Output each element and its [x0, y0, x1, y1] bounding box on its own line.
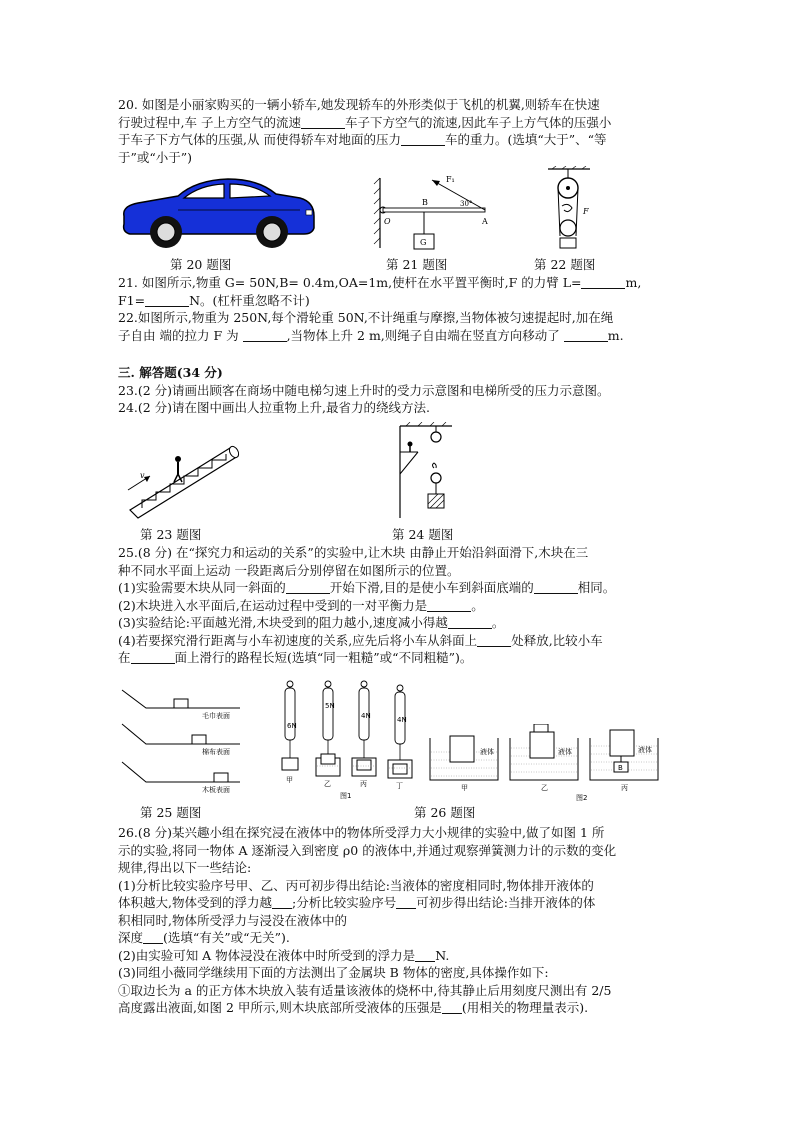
label-beaker-bing: 丙 [621, 784, 628, 792]
label-jia: 甲 [286, 776, 293, 784]
caption-fig25: 第 25 题图 [140, 805, 202, 820]
surface-towel: 毛巾表面 [202, 712, 230, 720]
liquid-label-2: 液体 [558, 748, 572, 756]
escalator-figure [122, 432, 242, 522]
label-fig1: 图1 [340, 792, 352, 800]
q26-blank-5[interactable] [442, 1001, 462, 1014]
q26-blank-3[interactable] [143, 931, 163, 944]
q25-blank-5[interactable] [477, 634, 511, 647]
reading-3: 4N [361, 712, 371, 720]
q20-blank-1[interactable] [301, 116, 345, 129]
label-ding: 丁 [396, 782, 403, 790]
q22-blank-f[interactable] [243, 329, 287, 342]
q25-blank-3[interactable] [427, 599, 471, 612]
label-b: B [422, 198, 428, 207]
q25-blank-4[interactable] [448, 616, 492, 629]
label-f: F [583, 207, 589, 216]
liquid-label-1: 液体 [480, 748, 494, 756]
section-3-content: 三. 解答题(34 分) 23.(2 分)请画出顾客在商场中随电梯匀速上升时的受力示意图和电梯所受的压力示意图。 24.(2 分)请在图中画出人拉重物上升,最省力的绕线方法. [118, 365, 610, 415]
label-beaker-jia: 甲 [461, 784, 468, 792]
caption-fig23: 第 23 题图 [140, 527, 202, 542]
label-angle: 30° [460, 200, 473, 208]
car-figure [118, 176, 318, 252]
pulley-figure-24 [392, 422, 458, 524]
label-o: O [384, 217, 391, 226]
q21-text: 21. 如图所示,物重 G= 50N,B= 0.4m,OA=1m,使杆在水平置平衡时,F 的力臂 L= m, F1= N。(杠杆重忽略不计) 22.如图所示,物重为 250N,每个滑轮重 50N,不计绳重与摩擦,当物体被匀速提起时,加在绳 子自由 端的拉力 F 为 ,当物体上升 2 m,则绳子自由端在竖直方向移动了 m. [118, 275, 642, 343]
reading-1: 6N [287, 722, 297, 730]
caption-fig22: 第 22 题图 [534, 257, 596, 272]
label-beaker-yi: 乙 [541, 784, 548, 792]
q26-blank-2[interactable] [396, 896, 416, 909]
label-a: A [482, 217, 488, 226]
caption-fig21: 第 21 题图 [386, 257, 448, 272]
surface-wood: 木板表面 [202, 786, 230, 794]
caption-fig20: 第 20 题图 [170, 257, 232, 272]
label-g: G [420, 238, 427, 247]
label-v: v [140, 471, 145, 480]
label-bing: 丙 [360, 780, 367, 788]
incline-figure [118, 686, 248, 802]
beaker-figure [428, 724, 660, 802]
q26-blank-4[interactable] [415, 949, 435, 962]
q20-text: 20. 如图是小丽家购买的一辆小轿车,她发现轿车的外形类似于飞机的机翼,则轿车在快速 行驶过程中,车 子上方空气的流速 车子下方空气的流速,因此车子上方气体的压强小 于车子下方气体的压强,从 而使得轿车对地面的压力 车的重力。(选填“大于”、“等 于”或“小于”) [118, 97, 612, 165]
reading-2: 5N [325, 702, 335, 710]
caption-fig26: 第 26 题图 [414, 805, 476, 820]
q25-text: 25.(8 分) 在“探究力和运动的关系”的实验中,让木块 由静止开始沿斜面滑下,木块在三 种不同水平面上运动 一段距离后分别停留在如图所示的位置。 (1)实验需要木块从同一斜面的 开始下滑,目的是使小车到斜面底端的 相同。 (2)木块进入水平面后,在运动过程中受到的一对平衡力是 。 (3)实验结论:平面越光滑,木块受到的阻力越小,速度减小得越 。 (4)若要探究滑行距离与小车初速度的关系,应先后将小车从斜面上 处释放,比较小车 在 面上滑行的路程长短(选填“同一粗糙”或“不同粗糙”)。 [118, 545, 616, 665]
q26-text: 26.(8 分)某兴趣小组在探究浸在液体中的物体所受浮力大小规律的实验中,做了如图 1 所 示的实验,将同一物体 A 逐渐浸入到密度 ρ0 的液体中,并通过观察弹簧测力计的示数的变化 规律,得出以下一些结论: (1)分析比较实验序号甲、乙、丙可初步得出结论:当液体的密度相同时,物体排开液体的 体积越大,物体受到的浮力越 ;分析比较实验序号 可初步得出结论:当排开液体的体 积相同时,物体所受浮力与浸没在液体中的 深度 (选填“有关”或“无关”). (2)由实验可知 A 物体浸没在液体中时所受到的浮力是 N. (3)同组小薇同学继续用下面的方法测出了金属块 B 物体的密度,具体操作如下: ①取边长为 a 的正方体木块放入装有适量该液体的烧杯中,待其静止后用刻度尺测出有 2/5 高度露出液面,如图 2 甲所示,则木块底部所受液体的压强是 (用相关的物理量表示). [118, 825, 617, 1015]
q21-blank-l[interactable] [581, 276, 625, 289]
liquid-label-3: 液体 [638, 746, 652, 754]
reading-4: 4N [397, 716, 407, 724]
section-3-heading: 三. 解答题(34 分) [118, 365, 223, 380]
label-f1: F₁ [446, 175, 455, 184]
caption-fig24: 第 24 题图 [392, 527, 454, 542]
q22-blank-distance[interactable] [564, 329, 608, 342]
q26-blank-1[interactable] [272, 896, 292, 909]
q21-blank-f1[interactable] [145, 294, 189, 307]
q25-blank-6[interactable] [131, 651, 175, 664]
q25-blank-2[interactable] [534, 581, 578, 594]
label-yi: 乙 [324, 780, 331, 788]
q20-blank-2[interactable] [401, 133, 445, 146]
surface-cotton: 棉布表面 [202, 748, 230, 756]
spring-scale-figure [272, 678, 418, 802]
pulley-figure-22 [540, 166, 600, 256]
q25-blank-1[interactable] [286, 581, 330, 594]
label-fig2: 图2 [576, 794, 588, 802]
lever-figure [370, 168, 500, 256]
block-b-label: B [618, 764, 623, 772]
